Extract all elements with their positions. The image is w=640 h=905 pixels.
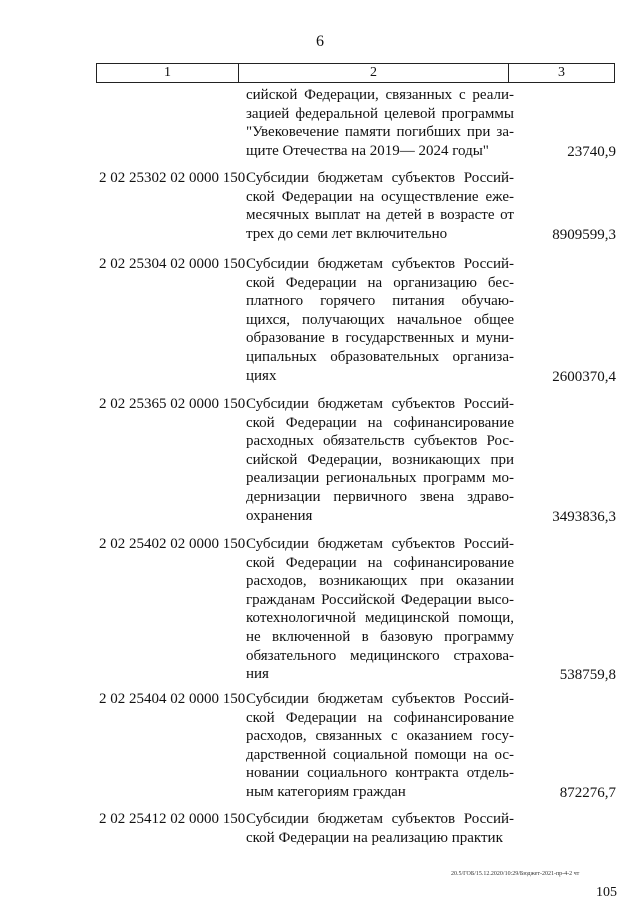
description-line: месячных выплат на детей в возрасте от [246, 207, 514, 224]
description-line: дернизации первичного звена здраво- [246, 488, 514, 505]
description-line: ской Федерации на реализацию практик [246, 829, 503, 846]
column-header-3: 3 [558, 65, 565, 80]
description-line: гражданам Российской Федерации высо- [246, 591, 514, 608]
income-code: 2 02 25365 02 0000 150 [99, 396, 246, 412]
description-line: расходов, возникающих при оказании [246, 573, 514, 590]
amount-value: 8909599,3 [552, 226, 616, 243]
description-line: трех до семи лет включительно [246, 225, 448, 242]
column-header-1: 1 [97, 64, 239, 82]
description-line: ния [246, 666, 269, 683]
description-line: ской Федерации на организацию бес- [246, 274, 514, 291]
sheet-number: 105 [596, 885, 617, 900]
description-line: реализации региональных программ мо- [246, 470, 514, 487]
income-description [246, 690, 514, 802]
description-line: ской Федерации на софинансирование [246, 414, 514, 431]
description-line: обязательного медицинского страхова- [246, 647, 514, 664]
income-description [246, 169, 514, 243]
income-code: 2 02 25302 02 0000 150 [99, 170, 246, 186]
income-description [246, 255, 514, 385]
description-line: Субсидии бюджетам субъектов Россий- [246, 396, 514, 412]
description-line: зацией федеральной целевой программы [246, 105, 514, 122]
description-line: ской Федерации на осуществление еже- [246, 188, 514, 205]
description-line: циях [246, 367, 277, 384]
income-description [246, 395, 514, 525]
income-code: 2 02 25412 02 0000 150 [99, 811, 246, 827]
amount-value: 538759,8 [559, 667, 616, 684]
description-line: образование в государственных и муни- [246, 330, 514, 347]
income-code: 2 02 25402 02 0000 150 [99, 536, 246, 552]
description-line: ской Федерации на софинансирование [246, 554, 514, 571]
description-line: Субсидии бюджетам субъектов Россий- [246, 691, 514, 707]
column-header-2: 2 [239, 64, 509, 82]
amount-value: 23740,9 [567, 143, 616, 160]
description-line: Субсидии бюджетам субъектов Россий- [246, 536, 514, 552]
description-line: щите Отечества на 2019— 2024 годы" [246, 142, 489, 159]
description-line: платного горячего питания обучаю- [246, 293, 514, 310]
income-code: 2 02 25404 02 0000 150 [99, 691, 246, 707]
amount-value: 2600370,4 [552, 368, 616, 385]
income-description [246, 810, 514, 847]
description-line: расходных обязательств субъектов Рос- [246, 433, 514, 450]
description-line: не включенной в базовую программу [246, 628, 514, 645]
description-line: Субсидии бюджетам субъектов Россий- [246, 811, 514, 827]
description-line: охранения [246, 507, 313, 524]
description-line: Субсидии бюджетам субъектов Россий- [246, 256, 514, 272]
document-reference: 20.5/ГОБ/15.12.2020/10:29/Бюджет-2021-пр-4-2 чт [451, 871, 580, 877]
description-line: ным категориям граждан [246, 783, 406, 800]
description-line: ской Федерации на софинансирование [246, 709, 514, 726]
amount-value: 872276,7 [559, 785, 616, 801]
description-line: ципальных образовательных организа- [246, 348, 514, 365]
income-code: 2 02 25304 02 0000 150 [99, 256, 246, 272]
column-header-row [96, 63, 615, 83]
income-description [246, 535, 514, 684]
description-line: новании социального контракта отдель- [246, 765, 514, 782]
amount-value: 3493836,3 [552, 508, 616, 525]
page-number: 6 [316, 33, 324, 50]
description-line: котехнологичной медицинской помощи, [246, 610, 514, 627]
description-line: "Увековечение памяти погибших при за- [246, 124, 514, 141]
description-line: дарственной социальной помощи на ос- [246, 746, 514, 763]
description-line: Субсидии бюджетам субъектов Россий- [246, 170, 514, 186]
description-line: щихся, получающих начальное общее [246, 311, 514, 328]
description-line: сийской Федерации, возникающих при [246, 451, 514, 468]
description-line: сийской Федерации, связанных с реали- [246, 87, 514, 103]
income-description [246, 86, 514, 160]
description-line: расходов, связанных с оказанием госу- [246, 728, 514, 745]
